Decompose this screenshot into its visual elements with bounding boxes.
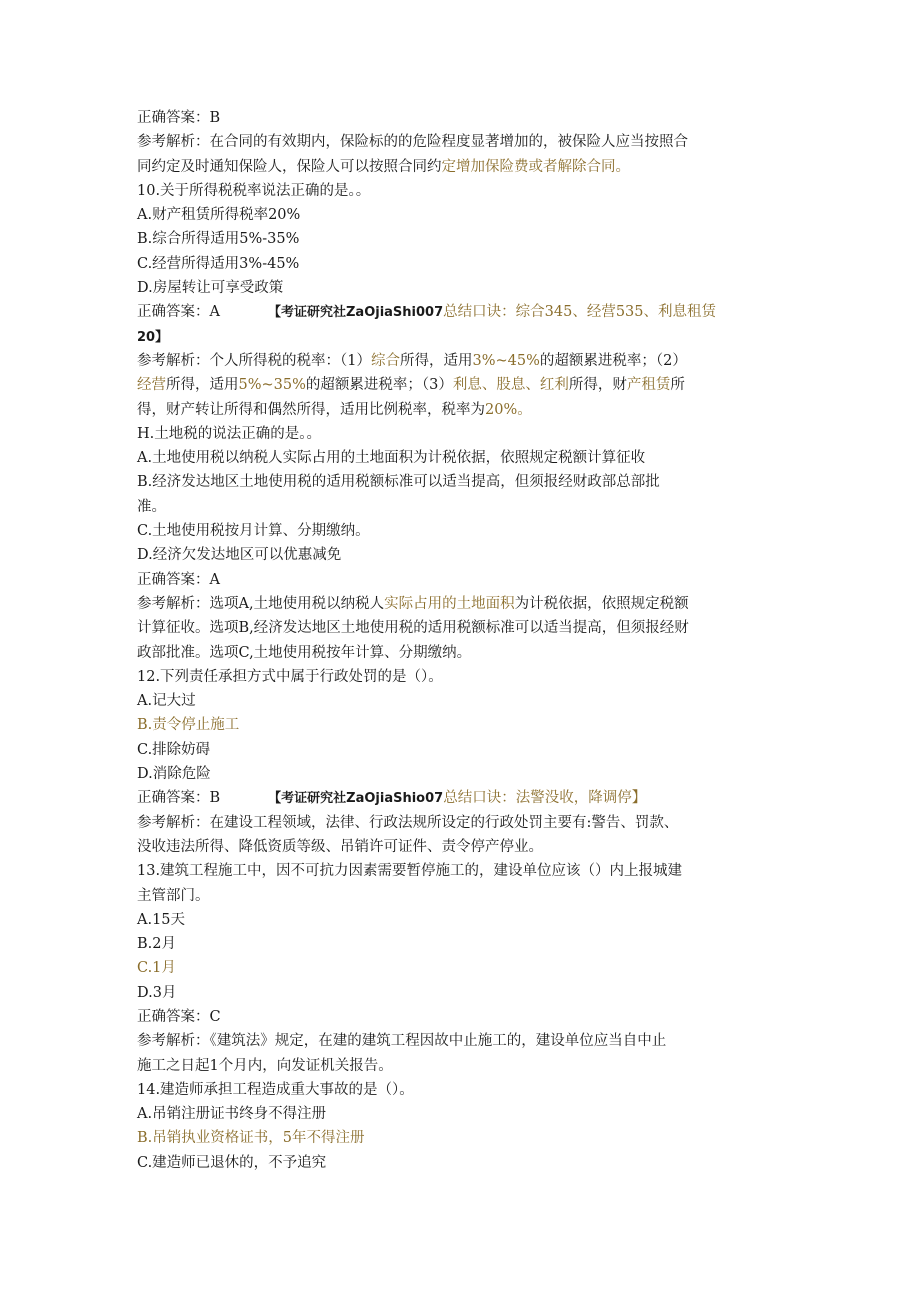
analysis-text: 得，财产转让所得和偶然所得，适用比例税率，税率为 (137, 401, 485, 418)
analysis-line: 参考解析：在合同的有效期内，保险标的的危险程度显著增加的，被保险人应当按照合 (137, 134, 688, 151)
answer-line: 正确答案：A (137, 571, 220, 588)
answer-line: 正确答案：C (137, 1008, 221, 1025)
analysis-line: 计算征收。选项B,经济发达地区土地使用税的适用税额标准可以适当提高，但须报经财 (137, 620, 689, 637)
analysis-text: 所得，财 (568, 377, 627, 394)
highlighted-text: 综合 (370, 352, 400, 369)
analysis-line: 参考解析：在建设工程领域，法律、行政法规所设定的行政处罚主要有:警告、罚款、 (137, 814, 679, 831)
analysis-line (137, 155, 787, 179)
highlighted-text: 定增加保险费或者解除合同。 (441, 158, 630, 175)
analysis-line: 参考解析：《建筑法》规定，在建的建筑工程因故中止施工的，建设单位应当自中止 (137, 1033, 667, 1050)
tag-bracket-open: 【考证研究社 (267, 305, 346, 321)
answer-line-cont (137, 325, 787, 349)
answer-line: 正确答案：B (137, 110, 221, 126)
highlighted-text: 产租赁 (626, 377, 671, 394)
option-d: D.房屋转让可享受政策 (137, 280, 284, 297)
document-body (137, 106, 787, 1175)
analysis-text: 所得，适用 (399, 352, 473, 369)
question-title: 14.建造师承担工程造成重大事故的是（）。 (137, 1081, 414, 1098)
highlighted-text: 3%~45% (472, 352, 540, 369)
question-title: 12.下列责任承担方式中属于行政处罚的是（）。 (137, 668, 443, 685)
question-title: 10.关于所得税税率说法正确的是。。 (137, 182, 371, 199)
question-title-cont: 主管部门。 (137, 887, 210, 904)
analysis-text: 同约定及时通知保险人，保险人可以按照合同约 (137, 158, 442, 175)
analysis-text: 的超额累进税率；（2） (539, 352, 687, 369)
option-b: B.经济发达地区土地使用税的适用税额标准可以适当提高，但须报经财政部总部批 (137, 474, 660, 491)
option-c: C.建造师已退休的，不予追究 (137, 1154, 327, 1171)
analysis-line (137, 398, 787, 422)
option-c: C.经营所得适用3%-45% (137, 255, 300, 272)
analysis-text: 为计税依据，依照规定税额 (514, 595, 689, 612)
question-title: H.土地税的说法正确的是。。 (137, 425, 322, 442)
option-a: A.15天 (137, 911, 186, 928)
analysis-line (137, 349, 787, 373)
option-c: C.排除妨碍 (137, 741, 211, 758)
highlighted-text: 20%。 (485, 401, 532, 418)
highlighted-text: 经营 (137, 377, 166, 394)
option-c-correct: C.1月 (137, 960, 176, 977)
option-d: D.消除危险 (137, 766, 211, 783)
mnemonic-text: 总结口诀：综合345、经营535、利息租赁 (443, 304, 717, 321)
tag-close: 20】 (137, 329, 169, 345)
analysis-line (137, 373, 787, 397)
highlighted-text: 利息、股息、红利 (452, 377, 569, 394)
option-a: A.吊销注册证书终身不得注册 (137, 1106, 327, 1123)
option-d: D.3月 (137, 984, 177, 1001)
option-d: D.经济欠发达地区可以优惠减免 (137, 547, 342, 564)
mnemonic-text: 总结口诀：法警没收，降调停】 (443, 790, 647, 807)
tag-bracket-open: 【考证研究社 (268, 791, 347, 807)
analysis-line: 没收违法所得、降低资质等级、吊销许可证件、责令停产停业。 (137, 838, 543, 855)
option-b-correct: B.吊销执业资格证书，5年不得注册 (137, 1130, 365, 1147)
analysis-text: 的超额累进税率；（3） (305, 377, 453, 394)
tag-id: ZaOjiaShio07 (346, 791, 444, 807)
analysis-line: 施工之日起1个月内，向发证机关报告。 (137, 1057, 393, 1074)
option-a: A.记大过 (137, 693, 196, 710)
analysis-line: 政部批准。选项C,土地使用税按年计算、分期缴纳。 (137, 644, 472, 661)
answer-line (137, 786, 787, 810)
option-a: A.财产租赁所得税率20% (137, 207, 301, 224)
answer-text: 正确答案：B (137, 790, 221, 807)
analysis-text: 参考解析：个人所得税的税率：（1） (137, 352, 371, 369)
highlighted-text: 5%~35% (238, 377, 306, 394)
option-b: B.2月 (137, 936, 176, 953)
option-b-cont: 准。 (137, 498, 166, 515)
option-c: C.土地使用税按月计算、分期缴纳。 (137, 523, 370, 540)
answer-line (137, 300, 787, 324)
option-b-correct: B.责令停止施工 (137, 717, 240, 734)
highlighted-text: 实际占用的土地面积 (384, 595, 515, 612)
analysis-text: 所 (670, 377, 685, 394)
question-title: 13.建筑工程施工中，因不可抗力因素需要暂停施工的，建设单位应该（）内上报城建 (137, 863, 683, 880)
analysis-text: 参考解析：选项A,土地使用税以纳税人 (137, 595, 385, 612)
analysis-text: 所得，适用 (166, 377, 239, 394)
option-a: A.土地使用税以纳税人实际占用的土地面积为计税依据，依照规定税额计算征收 (137, 450, 646, 467)
tag-id: ZaOjiaShi007 (346, 305, 444, 321)
answer-text: 正确答案：A (137, 304, 220, 321)
option-b: B.综合所得适用5%-35% (137, 231, 300, 248)
analysis-line (137, 592, 787, 616)
